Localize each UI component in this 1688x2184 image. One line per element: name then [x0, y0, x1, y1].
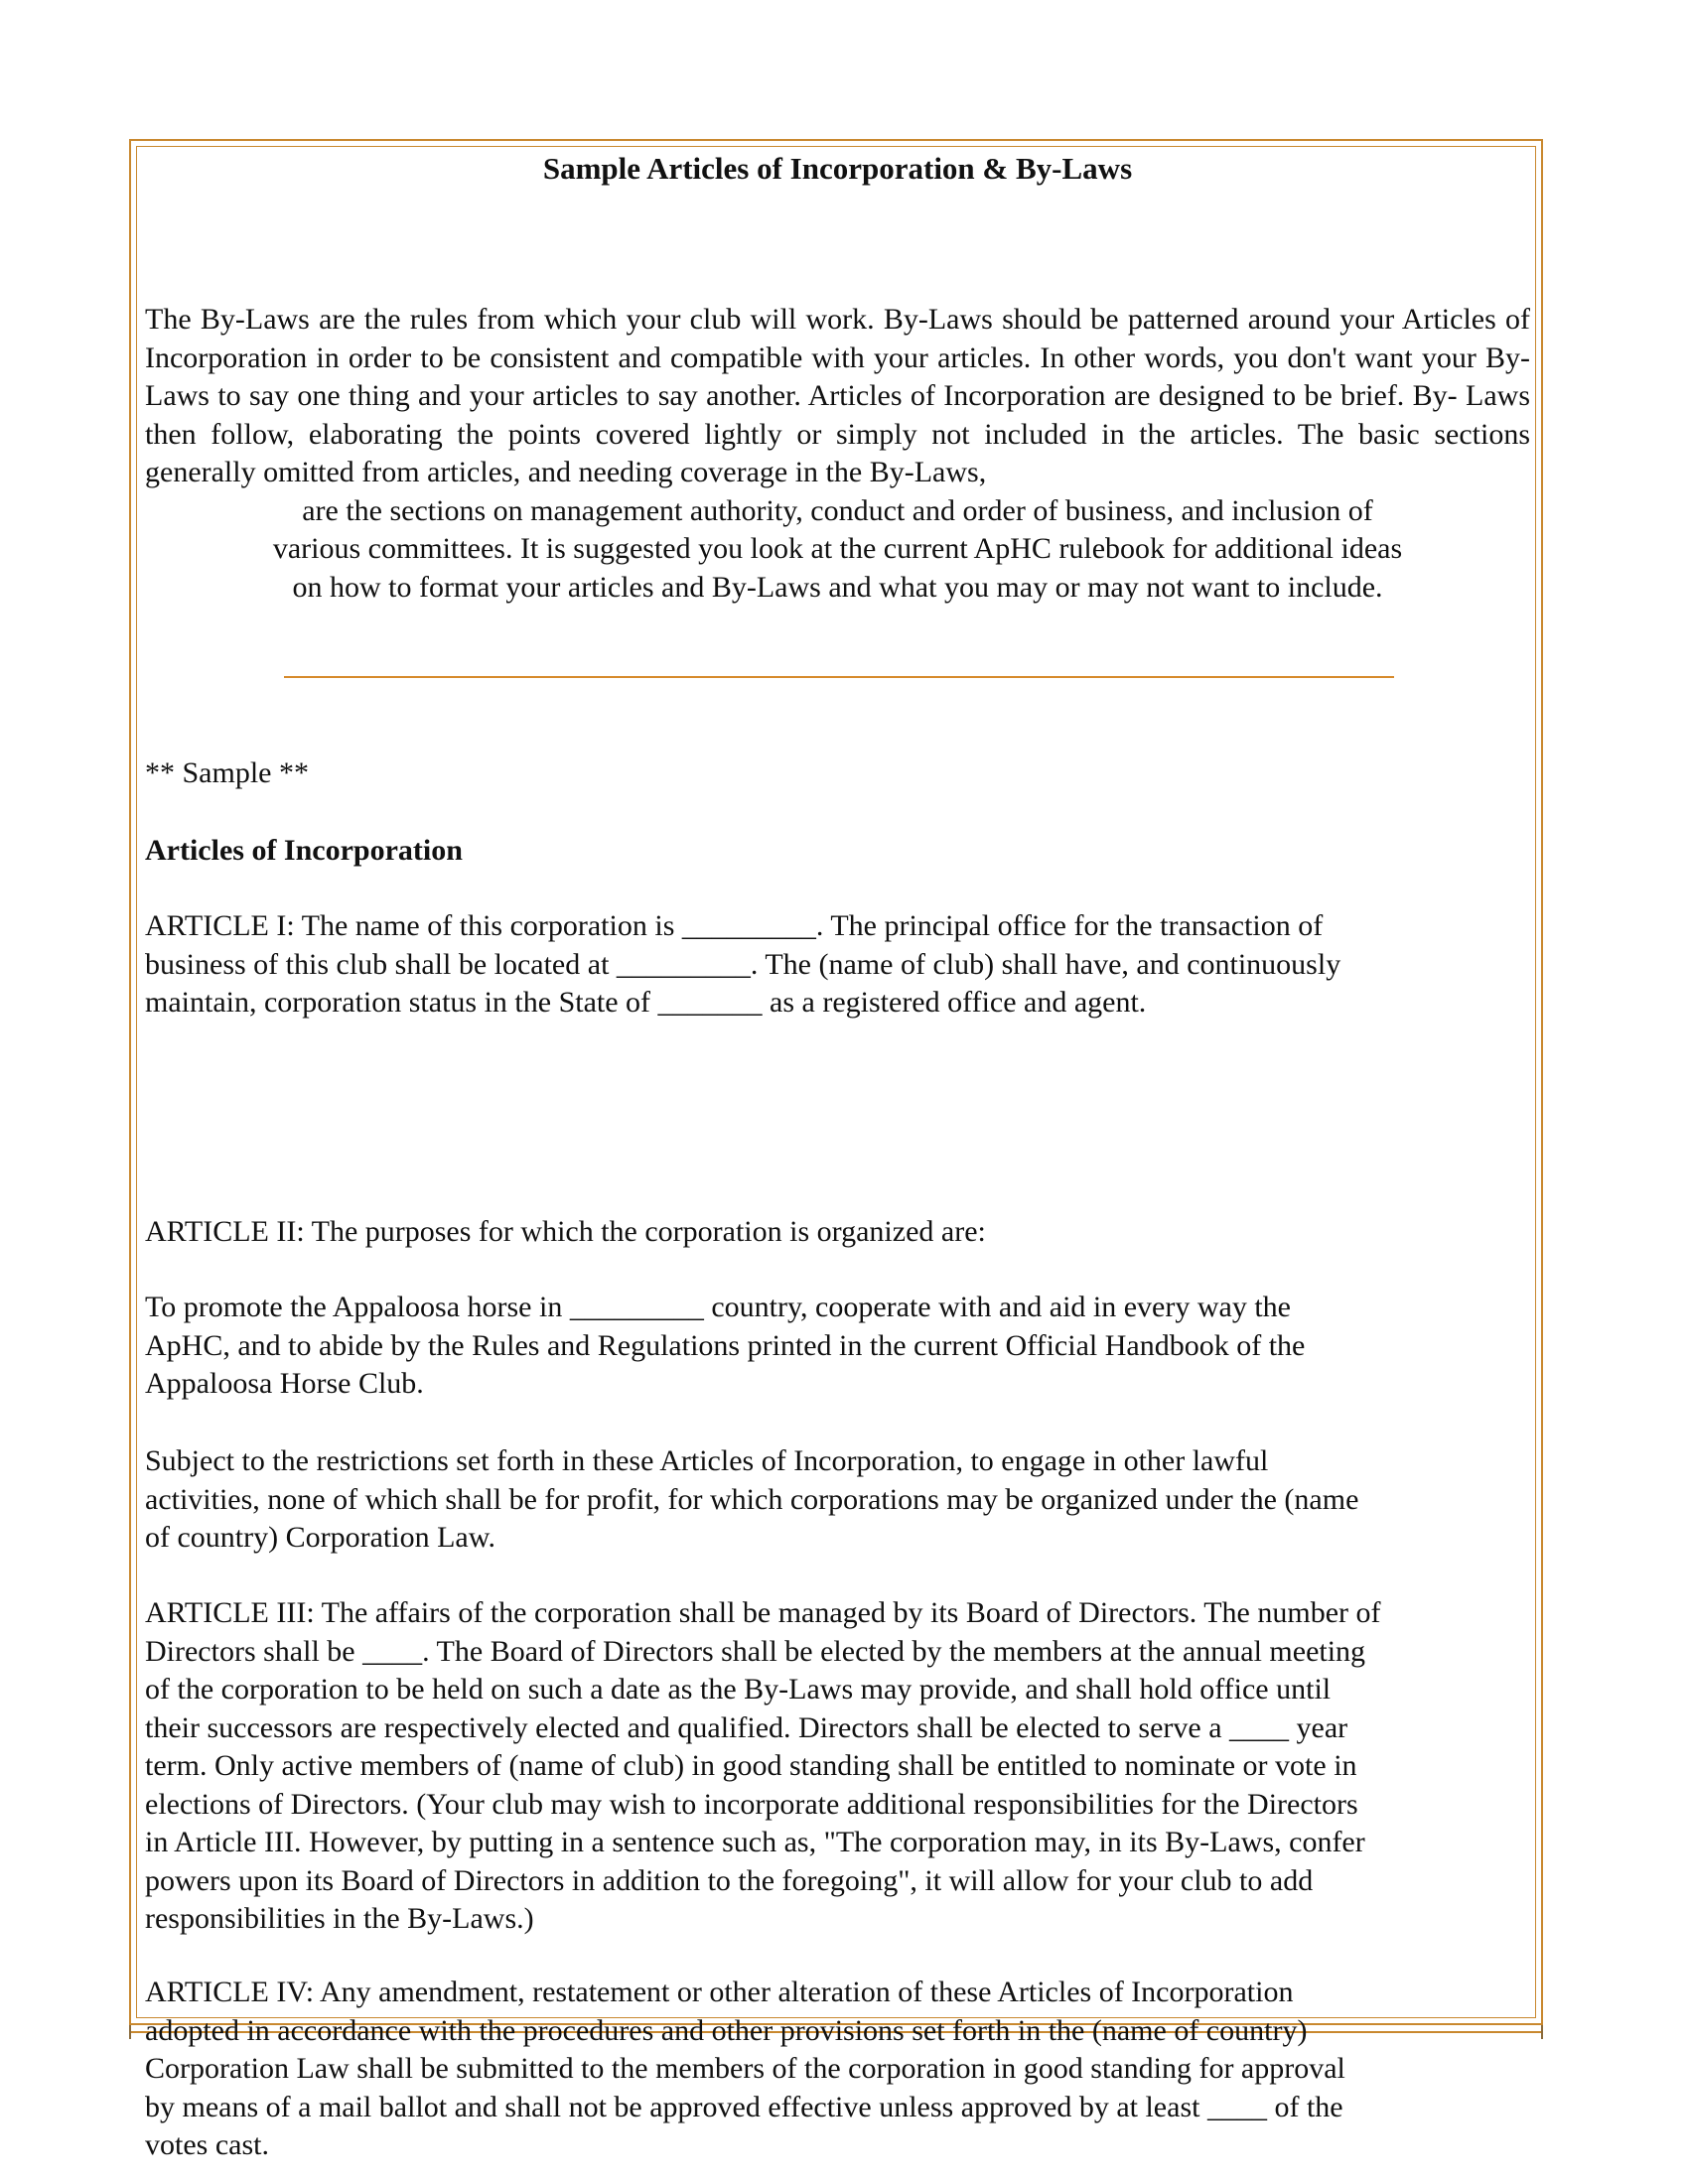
- intro-line: various committees. It is suggested you look at the current ApHC rulebook for additional ideas: [272, 532, 1403, 565]
- section-divider: [284, 676, 1394, 678]
- document-content: [145, 149, 1530, 2161]
- article-4-line: adopted in accordance with the procedures and other provisions set forth in the (name of country): [145, 2013, 1308, 2047]
- document-title: Sample Articles of Incorporation & By-Laws: [542, 151, 1133, 186]
- article-1-line: maintain, corporation status in the State of _______ as a registered office and agent.: [145, 986, 1147, 1019]
- intro-line: on how to format your articles and By-Laws and what you may or may not want to include.: [292, 570, 1383, 604]
- purpose-promote-line: Appaloosa Horse Club.: [145, 1367, 424, 1400]
- article-3-line: Directors shall be ____. The Board of Directors shall be elected by the members at the annual meeting: [145, 1634, 1366, 1668]
- page-bottom-tick-right: [1541, 2025, 1543, 2039]
- article-3-line: responsibilities in the By-Laws.): [145, 1902, 534, 1935]
- article-1-line: business of this club shall be located at _________. The (name of club) shall have, and continuously: [145, 947, 1341, 981]
- purpose-subject: [145, 1442, 1530, 1558]
- article-3-line: of the corporation to be held on such a date as the By-Laws may provide, and shall hold office until: [145, 1673, 1332, 1706]
- article-3: [145, 1594, 1530, 1939]
- article-3-line: ARTICLE III: The affairs of the corporation shall be managed by its Board of Directors. The number of: [145, 1596, 1381, 1629]
- article-4-line: Corporation Law shall be submitted to the members of the corporation in good standing for approval: [145, 2052, 1345, 2085]
- article-1: [145, 907, 1530, 1023]
- article-3-line: term. Only active members of (name of club) in good standing shall be entitled to nominate or vote in: [145, 1749, 1357, 1782]
- intro-text: The By-Laws are the rules from which your club will work. By-Laws should be patterned around your Articles of Incorporation in order to be consistent and compatible with your articles. In other words, you don't want your By-Laws to say one thing and your articles to say another. Articles of Incorporation are designed to be brief. By- Laws then follow, elaborating the points covered lightly or simply not included in the articles. The basic sections generally omitted from articles, and needing coverage in the By-Laws,: [145, 303, 1530, 488]
- article-4: [145, 1974, 1530, 2165]
- purpose-promote-line: ApHC, and to abide by the Rules and Regulations printed in the current Official Handbook of the: [145, 1328, 1306, 1362]
- purpose-promote: [145, 1289, 1530, 1404]
- article-3-line: powers upon its Board of Directors in addition to the foregoing", it will allow for your club to add: [145, 1863, 1314, 1897]
- article-3-line: their successors are respectively elected and qualified. Directors shall be elected to serve a ____ year: [145, 1710, 1348, 1744]
- purpose-subject-line: of country) Corporation Law.: [145, 1521, 495, 1554]
- article-4-line: votes cast.: [145, 2128, 269, 2161]
- articles-heading: Articles of Incorporation: [145, 834, 463, 867]
- purpose-promote-line: To promote the Appaloosa horse in _________ country, cooperate with and aid in every way the: [145, 1291, 1291, 1323]
- purpose-subject-line: activities, none of which shall be for profit, for which corporations may be organized under the (name: [145, 1482, 1359, 1516]
- intro-paragraph: [145, 301, 1530, 607]
- article-1-line: ARTICLE I: The name of this corporation is _________. The principal office for the transaction of: [145, 909, 1324, 942]
- article-3-line: elections of Directors. (Your club may wish to incorporate additional responsibilities for the Directors: [145, 1787, 1358, 1821]
- article-3-line: in Article III. However, by putting in a sentence such as, "The corporation may, in its By-Laws, confer: [145, 1826, 1365, 1858]
- purpose-subject-line: Subject to the restrictions set forth in these Articles of Incorporation, to engage in other lawful: [145, 1444, 1269, 1477]
- intro-line: are the sections on management authority, conduct and order of business, and inclusion of: [302, 493, 1373, 527]
- article-2: ARTICLE II: The purposes for which the corporation is organized are:: [145, 1215, 986, 1248]
- article-4-line: ARTICLE IV: Any amendment, restatement or other alteration of these Articles of Incorporation: [145, 1976, 1294, 2008]
- page-bottom-tick-left: [129, 2025, 131, 2039]
- article-4-line: by means of a mail ballot and shall not be approved effective unless approved by at least ____ of the: [145, 2090, 1343, 2123]
- sample-label: ** Sample **: [145, 756, 309, 789]
